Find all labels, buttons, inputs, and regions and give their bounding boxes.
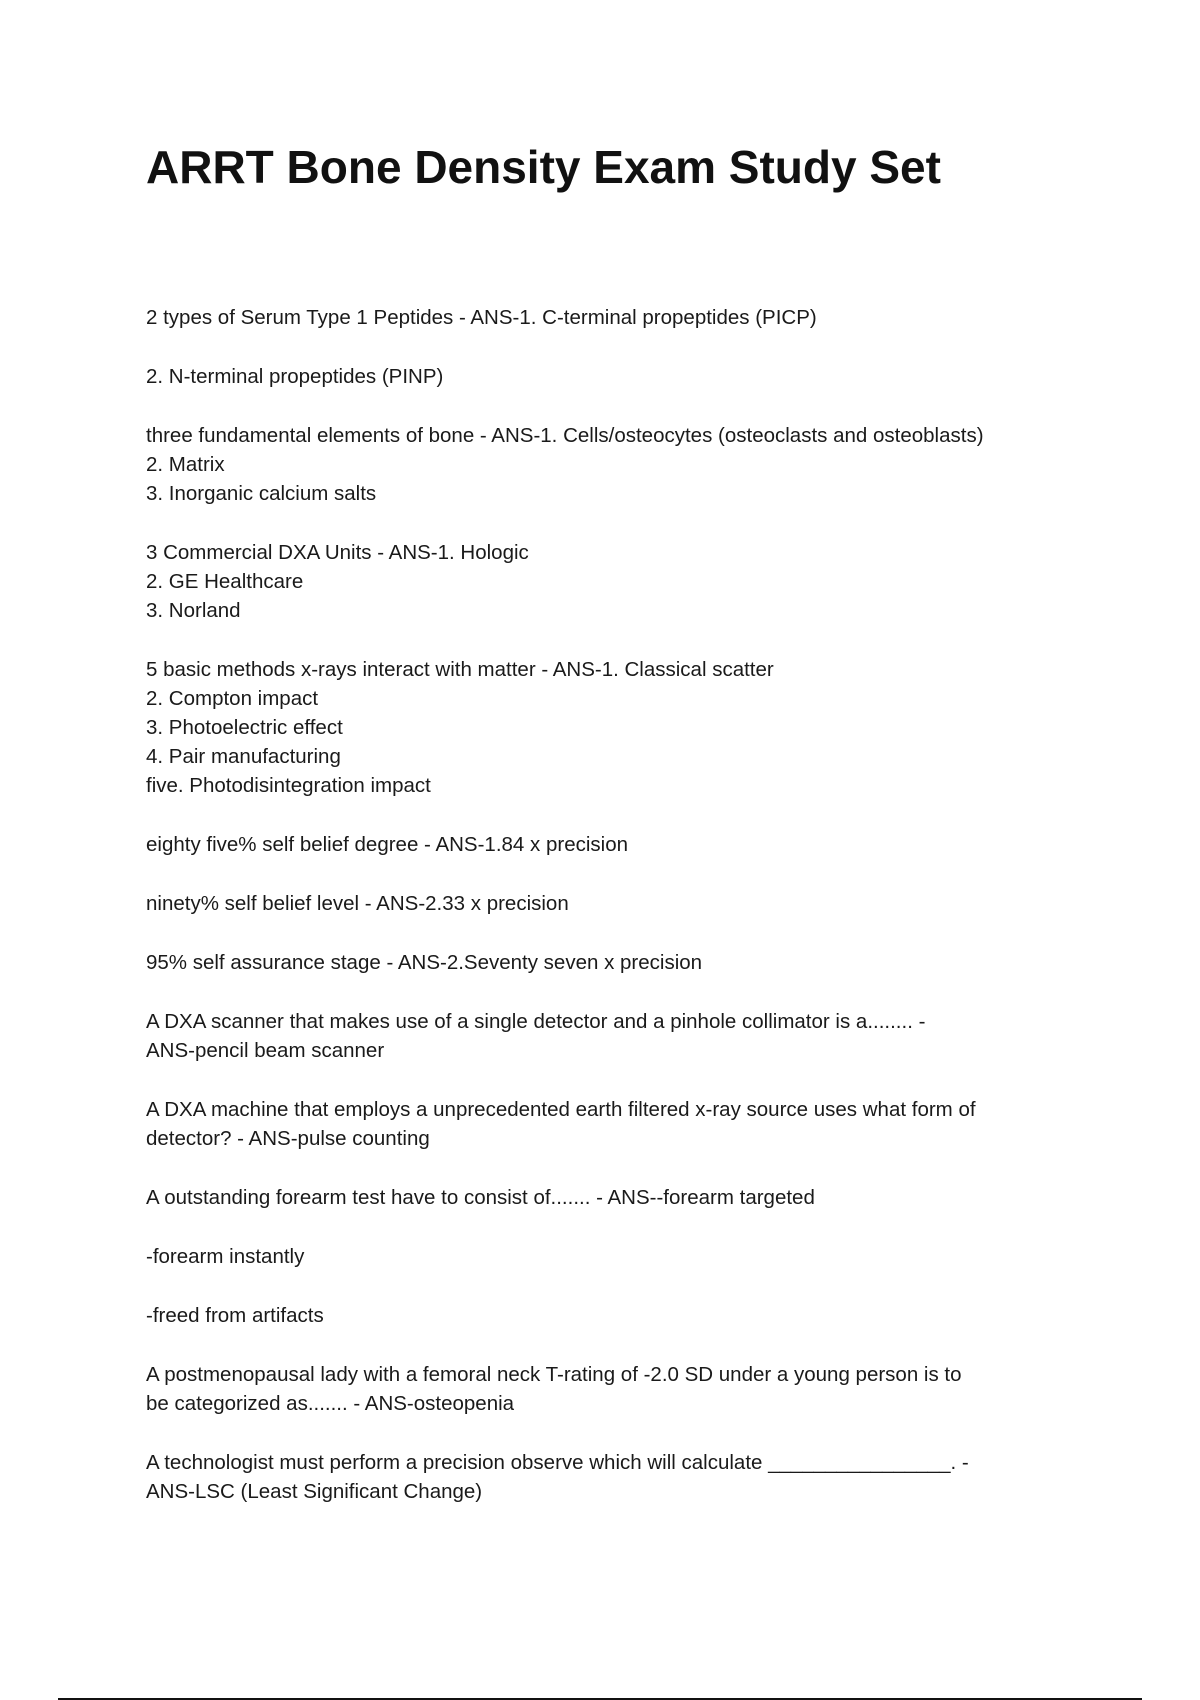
text-line: 2 types of Serum Type 1 Peptides - ANS-1. C-terminal propeptides (PICP)	[146, 306, 817, 329]
text-line: 3. Photoelectric effect	[146, 716, 343, 739]
text-line: ANS-LSC (Least Significant Change)	[146, 1480, 483, 1503]
text-line: -freed from artifacts	[146, 1304, 324, 1327]
qa-paragraph	[146, 303, 1076, 332]
text-line: 2. GE Healthcare	[146, 570, 304, 593]
text-line: 5 basic methods x-rays interact with matter - ANS-1. Classical scatter	[146, 658, 774, 681]
text-line: detector? - ANS-pulse counting	[146, 1127, 430, 1150]
document-title: ARRT Bone Density Exam Study Set	[146, 141, 941, 193]
qa-paragraph	[146, 1095, 1076, 1153]
qa-paragraph	[146, 948, 1076, 977]
qa-paragraph	[146, 1183, 1076, 1212]
qa-paragraph	[146, 538, 1076, 625]
text-line: ANS-pencil beam scanner	[146, 1039, 385, 1062]
qa-paragraph	[146, 1301, 1076, 1330]
qa-paragraph	[146, 362, 1076, 391]
document-body	[146, 303, 1076, 1536]
text-line: 4. Pair manufacturing	[146, 745, 341, 768]
text-line: -forearm instantly	[146, 1245, 305, 1268]
text-line: 2. Matrix	[146, 453, 225, 476]
text-line: A DXA scanner that makes use of a single detector and a pinhole collimator is a........ -	[146, 1010, 926, 1033]
text-line: eighty five% self belief degree - ANS-1.84 x precision	[146, 833, 629, 856]
text-line: 3 Commercial DXA Units - ANS-1. Hologic	[146, 541, 529, 564]
qa-paragraph	[146, 830, 1076, 859]
qa-paragraph	[146, 421, 1076, 508]
text-line: ninety% self belief level - ANS-2.33 x precision	[146, 892, 569, 915]
text-line: be categorized as....... - ANS-osteopenia	[146, 1392, 515, 1415]
text-line: A technologist must perform a precision observe which will calculate ________________. -	[146, 1451, 969, 1474]
text-line: five. Photodisintegration impact	[146, 774, 431, 797]
text-line: 3. Norland	[146, 599, 241, 622]
text-line: 2. N-terminal propeptides (PINP)	[146, 365, 444, 388]
text-line: 3. Inorganic calcium salts	[146, 482, 377, 505]
qa-paragraph	[146, 655, 1076, 800]
text-line: 95% self assurance stage - ANS-2.Seventy seven x precision	[146, 951, 703, 974]
text-line: A DXA machine that employs a unprecedented earth filtered x-ray source uses what form of	[146, 1098, 976, 1121]
qa-paragraph	[146, 1448, 1076, 1506]
text-line: A postmenopausal lady with a femoral neck T-rating of -2.0 SD under a young person is to	[146, 1363, 962, 1386]
qa-paragraph	[146, 1242, 1076, 1271]
qa-paragraph	[146, 1360, 1076, 1418]
qa-paragraph	[146, 1007, 1076, 1065]
text-line: three fundamental elements of bone - ANS-1. Cells/osteocytes (osteoclasts and osteoblasts)	[146, 424, 984, 447]
text-line: 2. Compton impact	[146, 687, 319, 710]
qa-paragraph	[146, 889, 1076, 918]
text-line: A outstanding forearm test have to consist of....... - ANS--forearm targeted	[146, 1186, 815, 1209]
